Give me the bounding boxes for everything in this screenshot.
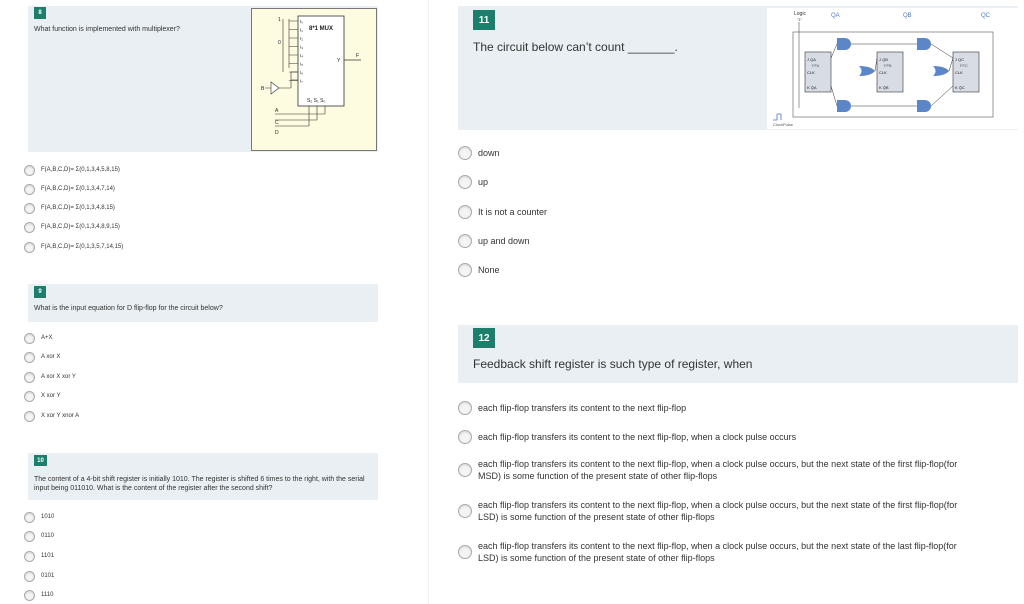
radio-button[interactable] xyxy=(24,571,35,582)
q9-option-5[interactable]: X xor Y xnor A xyxy=(24,411,79,422)
logic-label: Logic xyxy=(794,11,806,17)
q12-option-4[interactable]: each flip-flop transfers its content to the next flip-flop, when a clock pulse occurs, but the next state of the first flip-flop(for LSD) is some function of the present state of other flip-flops xyxy=(458,499,978,523)
question-8-number: 8 xyxy=(34,7,46,19)
question-11-number: 11 xyxy=(473,10,495,30)
radio-button[interactable] xyxy=(458,401,472,415)
right-column xyxy=(428,0,1024,604)
q11-option-3[interactable]: It is not a counter xyxy=(458,205,547,219)
mux-input-label: I₀ xyxy=(300,19,304,24)
q10-option-2[interactable]: 0110 xyxy=(24,531,54,542)
question-12-text: Feedback shift register is such type of register, when xyxy=(473,357,753,371)
q8-option-3[interactable]: F(A,B,C,D)= Σ(0,1,3,4,8,15) xyxy=(24,203,115,214)
mux-input-label: I₅ xyxy=(300,61,304,67)
radio-button[interactable] xyxy=(458,545,472,559)
question-9-card xyxy=(28,284,378,322)
ff-c-name: FFC xyxy=(960,63,968,68)
mux-input-label: I₇ xyxy=(300,78,303,84)
radio-button[interactable] xyxy=(458,234,472,248)
q9-option-4[interactable]: X xor Y xyxy=(24,391,61,402)
ff-b-j: J QB xyxy=(879,57,888,62)
q8-option-4[interactable]: F(A,B,C,D)= Σ(0,1,3,4,8,9,15) xyxy=(24,222,120,233)
mux-input-label: I₃ xyxy=(300,44,304,50)
mux-const-zero: 0 xyxy=(278,40,281,46)
q9-option-1[interactable]: A+X xyxy=(24,333,53,344)
q9-option-2[interactable]: A xor X xyxy=(24,352,60,363)
logic-one-label: "1" xyxy=(797,17,803,22)
mux-select-label: S₂ S₁ S₀ xyxy=(307,98,326,104)
mux-b-label: B xyxy=(261,86,265,92)
q11-option-1[interactable]: down xyxy=(458,146,500,160)
ff-a-clk: CLK xyxy=(807,70,815,75)
radio-button[interactable] xyxy=(24,333,35,344)
ff-a-k: K Q̄A xyxy=(807,85,817,90)
mux-input-label: I₂ xyxy=(300,36,303,41)
question-10-number: 10 xyxy=(34,455,47,466)
and-gate-top-1 xyxy=(837,38,851,50)
q11-option-4[interactable]: up and down xyxy=(458,234,530,248)
radio-button[interactable] xyxy=(24,512,35,523)
and-gate-bottom-1 xyxy=(837,100,851,112)
radio-button[interactable] xyxy=(24,165,35,176)
q12-option-5[interactable]: each flip-flop transfers its content to the next flip-flop, when a clock pulse occurs, but the next state of the last flip-flop(for LSD) is some function of the present state of other flip-flops xyxy=(458,540,978,564)
mux-title: 8*1 MUX xyxy=(308,26,334,32)
q10-option-3[interactable]: 1101 xyxy=(24,551,54,562)
radio-button[interactable] xyxy=(24,531,35,542)
radio-button[interactable] xyxy=(458,463,472,477)
q8-option-2[interactable]: F(A,B,C,D)= Σ(0,1,3,4,7,14) xyxy=(24,184,115,195)
q10-option-1[interactable]: 1010 xyxy=(24,512,54,523)
radio-button[interactable] xyxy=(458,146,472,160)
q11-option-5[interactable]: None xyxy=(458,263,500,277)
mux-f-label: F xyxy=(356,53,360,59)
radio-button[interactable] xyxy=(458,205,472,219)
q12-option-3[interactable]: each flip-flop transfers its content to the next flip-flop, when a clock pulse occurs, but the next state of the first flip-flop(for MSD) is some function of the present state of other flip-flops xyxy=(458,458,978,482)
ff-a-name: FFA xyxy=(812,63,820,68)
ff-b-name: FFB xyxy=(884,63,892,68)
q10-option-5[interactable]: 1110 xyxy=(24,590,53,601)
q12-option-1[interactable]: each flip-flop transfers its content to the next flip-flop xyxy=(458,401,978,415)
mux-const-one: 1 xyxy=(278,17,281,23)
radio-button[interactable] xyxy=(24,411,35,422)
radio-button[interactable] xyxy=(458,263,472,277)
mux-input-label: I₄ xyxy=(300,53,304,58)
qc-label: QC xyxy=(981,13,990,19)
radio-button[interactable] xyxy=(24,590,35,601)
ff-b-k: K Q̄B xyxy=(879,85,889,90)
clock-pulse-label: ClockPulse xyxy=(773,122,794,127)
radio-button[interactable] xyxy=(458,175,472,189)
q8-option-1[interactable]: F(A,B,C,D)= Σ(0,1,3,4,5,8,15) xyxy=(24,165,120,176)
radio-button[interactable] xyxy=(24,203,35,214)
radio-button[interactable] xyxy=(24,242,35,253)
qa-label: QA xyxy=(831,13,840,19)
mux-a-label: A xyxy=(275,108,279,114)
question-9-text: What is the input equation for D flip-flop for the circuit below? xyxy=(34,305,223,312)
question-11-text: The circuit below can’t count _______. xyxy=(473,40,678,54)
question-8-text: What function is implemented with multiplexer? xyxy=(34,26,180,33)
radio-button[interactable] xyxy=(24,222,35,233)
qb-label: QB xyxy=(903,13,912,19)
mux-diagram xyxy=(251,8,377,151)
radio-button[interactable] xyxy=(24,352,35,363)
q12-option-2[interactable]: each flip-flop transfers its content to the next flip-flop, when a clock pulse occurs xyxy=(458,430,978,444)
mux-input-label: I₆ xyxy=(300,70,304,75)
and-gate-bottom-2 xyxy=(917,100,931,112)
ff-a-j: J QA xyxy=(807,57,816,62)
question-10-text: The content of a 4-bit shift register is initially 1010. The register is shifted 6 times to the right, with the serial input being 011010. What is the content of the register after the second shift? xyxy=(34,476,365,493)
mux-input-label: I₁ xyxy=(300,27,303,33)
radio-button[interactable] xyxy=(24,551,35,562)
ff-c-k: K Q̄C xyxy=(955,85,965,90)
q10-option-4[interactable]: 0101 xyxy=(24,571,54,582)
question-12-number: 12 xyxy=(473,328,495,348)
q11-option-2[interactable]: up xyxy=(458,175,488,189)
radio-button[interactable] xyxy=(458,504,472,518)
mux-d-label: D xyxy=(275,130,279,136)
mux-c-label: C xyxy=(275,120,279,126)
radio-button[interactable] xyxy=(24,184,35,195)
question-12-card xyxy=(458,325,1018,383)
q9-option-3[interactable]: A xor X xor Y xyxy=(24,372,76,383)
left-column xyxy=(0,0,392,604)
ff-c-clk: CLK xyxy=(955,70,963,75)
radio-button[interactable] xyxy=(24,372,35,383)
ff-c-j: J QC xyxy=(955,57,965,62)
radio-button[interactable] xyxy=(24,391,35,402)
ff-b-clk: CLK xyxy=(879,70,887,75)
mux-output-label: Y xyxy=(337,58,341,64)
q8-option-5[interactable]: F(A,B,C,D)= Σ(0,1,3,5,7,14,15) xyxy=(24,242,123,253)
and-gate-top-2 xyxy=(917,38,931,50)
radio-button[interactable] xyxy=(458,430,472,444)
question-9-number: 9 xyxy=(34,286,46,298)
counter-circuit-diagram xyxy=(767,8,1019,129)
